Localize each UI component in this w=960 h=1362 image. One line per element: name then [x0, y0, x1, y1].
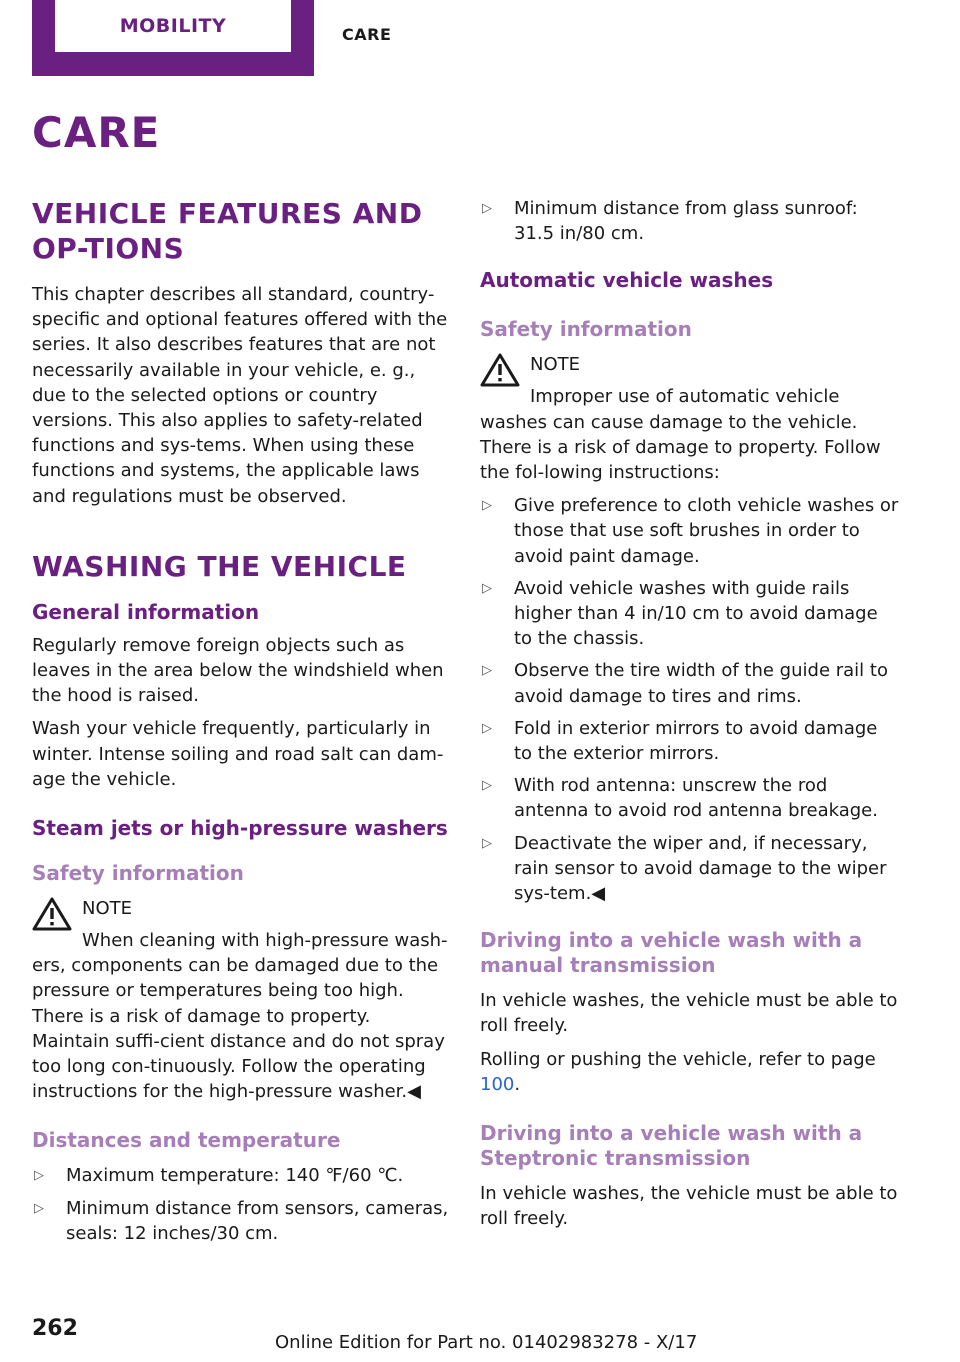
- note-first-line: Improper use of automatic vehicle: [530, 386, 840, 408]
- list-item: ▷ Deactivate the wiper and, if necessary, rain sensor to avoid damage to the wiper sys-tem.◀: [482, 832, 887, 905]
- manual-paragraph-1: In vehicle washes, the vehicle must be able to roll freely.: [480, 990, 898, 1037]
- warning-icon: [480, 352, 520, 388]
- note-block: [480, 352, 900, 485]
- safety-information-heading: Safety information: [32, 861, 244, 886]
- edition-footer: Online Edition for Part no. 01402983278 - X/17: [275, 1332, 698, 1353]
- general-information-heading: General information: [32, 599, 260, 624]
- bullet-triangle-icon: ▷: [482, 498, 492, 514]
- note-first-line: When cleaning with high-pressure wash-: [82, 930, 448, 952]
- page-number: 262: [32, 1316, 78, 1341]
- note-block: [32, 896, 452, 1104]
- tab-care[interactable]: CARE: [342, 25, 392, 44]
- note-text: ers, components can be damaged due to the pressure or temperatures being too high. There is a risk of damage to property. Maintain suffi-cient distance and do not spray too long con-tinuously. Follow the operating instructions for the high-pressure washer.◀: [32, 955, 445, 1103]
- list-item: ▷ Give preference to cloth vehicle washes or those that use soft brushes in order to avoid paint damage.: [482, 495, 899, 567]
- general-paragraph-2: Wash your vehicle frequently, particularly in winter. Intense soiling and road salt can dam-age the vehicle.: [32, 718, 444, 790]
- list-item: ▷ Observe the tire width of the guide rail to avoid damage to tires and rims.: [482, 660, 888, 707]
- list-item: ▷ Minimum distance from sensors, cameras, seals: 12 inches/30 cm.: [34, 1197, 449, 1244]
- page-title: CARE: [32, 108, 161, 157]
- steptronic-transmission-heading: Driving into a vehicle wash with a Steptronic transmission: [480, 1121, 863, 1171]
- warning-icon: [32, 896, 72, 932]
- manual-transmission-heading: Driving into a vehicle wash with a manual transmission: [480, 928, 863, 978]
- list-item: ▷ With rod antenna: unscrew the rod antenna to avoid rod antenna breakage.: [482, 775, 878, 822]
- bullet-triangle-icon: ▷: [482, 778, 492, 794]
- automatic-wash-list: [480, 493, 900, 906]
- distances-temperature-heading: Distances and temperature: [32, 1128, 341, 1153]
- list-item: ▷ Minimum distance from glass sunroof: 31.5 in/80 cm.: [482, 198, 858, 245]
- steam-jets-heading: Steam jets or high-pressure washers: [32, 816, 448, 841]
- list-item: ▷ Maximum temperature: 140 ℉/60 ℃.: [32, 1163, 452, 1188]
- vehicle-features-text: This chapter describes all standard, country-specific and optional features offered with the series. It also describes features that are not necessarily available in your vehicle, e. g., due to the selected options or country versions. This also applies to safety-related functions and sys-tems. When using these functions and systems, the applicable laws and regulations must be observed.: [32, 284, 448, 507]
- distances-list: [32, 1163, 452, 1246]
- vehicle-features-heading: VEHICLE FEATURES AND OP-TIONS: [32, 197, 423, 265]
- manual-paragraph-2: Rolling or pushing the vehicle, refer to page 100.: [480, 1048, 876, 1095]
- bullet-triangle-icon: ▷: [34, 1200, 44, 1216]
- washing-vehicle-heading: WASHING THE VEHICLE: [32, 549, 407, 583]
- bullet-triangle-icon: ▷: [482, 835, 492, 851]
- sunroof-list: [480, 196, 900, 246]
- bullet-triangle-icon: ▷: [482, 201, 492, 216]
- note-label: NOTE: [82, 898, 133, 920]
- right-column: [480, 196, 900, 1239]
- bullet-triangle-icon: ▷: [34, 1168, 44, 1184]
- general-paragraph-1: Regularly remove foreign objects such as leaves in the area below the windshield when the hood is raised.: [32, 634, 444, 707]
- left-column: [32, 196, 452, 1253]
- safety-information-heading: Safety information: [480, 317, 692, 342]
- bullet-triangle-icon: ▷: [482, 720, 492, 736]
- automatic-vehicle-washes-heading: Automatic vehicle washes: [480, 268, 774, 293]
- page-reference-link[interactable]: 100: [480, 1073, 515, 1095]
- list-item: ▷ Avoid vehicle washes with guide rails higher than 4 in/10 cm to avoid damage to the chassis.: [482, 577, 878, 650]
- steptronic-paragraph-1: In vehicle washes, the vehicle must be able to roll freely.: [480, 1183, 898, 1230]
- note-text: washes can cause damage to the vehicle. There is a risk of damage to property. Follow the fol-lowing instructions:: [480, 411, 881, 484]
- bullet-triangle-icon: ▷: [482, 663, 492, 679]
- tab-mobility[interactable]: MOBILITY: [55, 0, 291, 52]
- note-label: NOTE: [530, 354, 581, 376]
- list-item: ▷ Fold in exterior mirrors to avoid damage to the exterior mirrors.: [482, 717, 878, 765]
- bullet-triangle-icon: ▷: [482, 580, 492, 596]
